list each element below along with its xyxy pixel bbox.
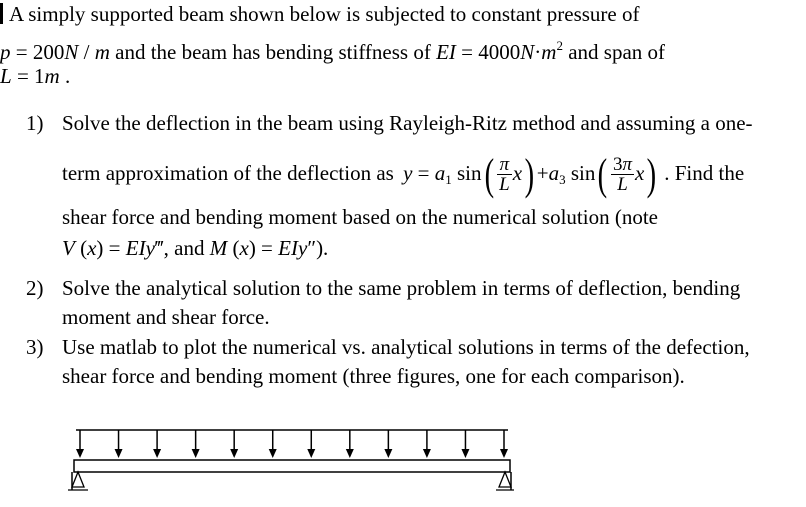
load-arrow (500, 430, 508, 458)
task-1-closing: ). (316, 236, 329, 260)
left-support-triangle (72, 472, 84, 487)
task-2-line-1: Solve the analytical solution to the same problem in terms of deflection, bending (62, 276, 741, 300)
load-distribution (76, 430, 508, 458)
load-arrow (461, 430, 469, 458)
task-2-line-2: moment and shear force. (62, 305, 270, 329)
load-arrow (153, 430, 161, 458)
left-support (68, 472, 88, 490)
shear-definition: V (x) = EIy‴ (62, 236, 164, 260)
intro-text-1: A simply supported beam shown below is subjected to constant pressure of (9, 2, 640, 26)
intro-line-3: L = 1m . (0, 64, 71, 88)
task-1-line-1: Solve the deflection in the beam using Rayleigh-Ritz method and assuming a one- (62, 111, 753, 135)
task-2-number: 2) (26, 276, 44, 300)
load-arrow (384, 430, 392, 458)
task-1-line-2-end: . Find the (664, 161, 745, 185)
load-arrow (346, 430, 354, 458)
load-arrows (76, 430, 508, 458)
load-arrow (423, 430, 431, 458)
moment-definition: M (x) = EIy″ (209, 236, 317, 260)
intro-text-3: and span of (568, 40, 666, 64)
load-arrow (307, 430, 315, 458)
task-1-line-2-start: term approximation of the deflection as (62, 161, 394, 185)
stiffness-formula: EI (436, 40, 456, 64)
task-1-number: 1) (26, 111, 44, 135)
right-support-triangle (499, 472, 511, 487)
task-1-joiner: , and (163, 236, 205, 260)
load-arrow (76, 430, 84, 458)
pressure-formula: p (0, 40, 11, 64)
intro-line-2: p = 200N / m and the beam has bending stiffness of EI = $4000N\cdot m^2$ and span of (0, 38, 666, 64)
load-arrow (115, 430, 123, 458)
approximation-formula: $y = a_1$ sin( $\frac{\pi}{L}$ $x) +a_3$ sin( $\frac{3\pi}{L}$ x) (403, 150, 657, 200)
task-3-line-1: Use matlab to plot the numerical vs. analytical solutions in terms of the defection, (62, 335, 750, 359)
right-support (496, 472, 514, 490)
task-3-line-2: shear force and bending moment (three figures, one for each comparison). (62, 364, 685, 388)
load-arrow (230, 430, 238, 458)
span-formula: L (0, 64, 12, 88)
task-1-line-3: shear force and bending moment based on the numerical solution (note (62, 205, 658, 229)
intro-text-2: and the beam has bending stiffness of (115, 40, 431, 64)
task-3-number: 3) (26, 335, 44, 359)
load-arrow (269, 430, 277, 458)
load-arrow (192, 430, 200, 458)
beam-body (74, 460, 510, 472)
